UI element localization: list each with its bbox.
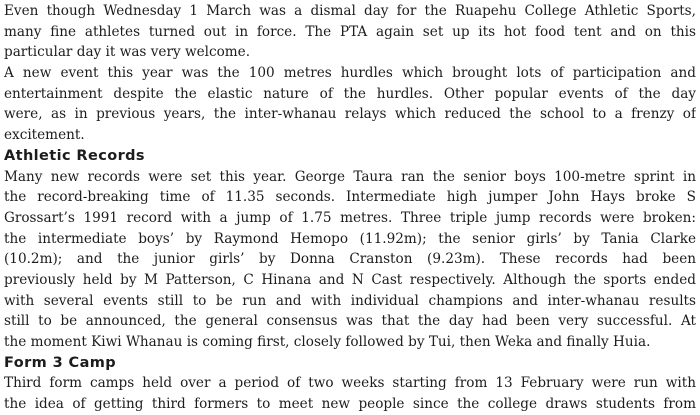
heading-athletic-records: Athletic Records [4,147,145,164]
text-line: the intermediate boys’ by Raymond Hemopo (11.92m); the senior girls’ by Tania Clarke [4,230,696,247]
paragraph-form-3-camp [4,373,696,414]
text-line: Many new records were set this year. George Taura ran the senior boys 100-metre sprint in [4,168,696,185]
text-line: excitement. [4,127,85,144]
paragraph-athletic-sports-intro [4,1,696,63]
text-line: (10.2m); and the junior girls’ by Donna Cranston (9.23m). These records had been [4,251,696,268]
text-line: Third form camps held over a period of two weeks starting from 13 February were run with [4,375,696,392]
text-line: many fine athletes turned out in force. The PTA again set up its hot food tent and on this [4,23,696,40]
heading-form-3-camp: Form 3 Camp [4,354,117,371]
text-line: the idea of getting third formers to meet new people since the college draws students from [4,396,696,413]
text-line: the record-breaking time of 11.35 seconds. Intermediate high jumper John Hays broke S [4,189,696,206]
text-line: the moment Kiwi Whanau is coming first, closely followed by Tui, then Weka and finally Huia. [4,334,651,351]
text-line: entertainment despite the elastic nature of the hurdles. Other popular events of the day [4,85,696,102]
text-line: still to be announced, the general consensus was that the day had been very successful. At [4,313,696,330]
text-line: particular day it was very welcome. [4,44,251,61]
text-line: A new event this year was the 100 metres hurdles which brought lots of participation and [4,65,696,82]
text-line: Even though Wednesday 1 March was a dismal day for the Ruapehu College Athletic Sports, [4,3,696,19]
text-line: Grossart’s 1991 record with a jump of 1.75 metres. Three triple jump records were broken: [4,209,696,226]
paragraph-hurdles-event [4,63,696,146]
document-page [4,1,696,415]
paragraph-athletic-records [4,167,696,353]
text-line: previously held by M Patterson, C Hinana and N Cast respectively. Although the sports ended [4,271,696,288]
text-line: with several events still to be run and with individual champions and inter-whanau results [4,292,696,309]
text-line: were, as in previous years, the inter-whanau relays which reduced the school to a frenzy of [4,106,696,123]
